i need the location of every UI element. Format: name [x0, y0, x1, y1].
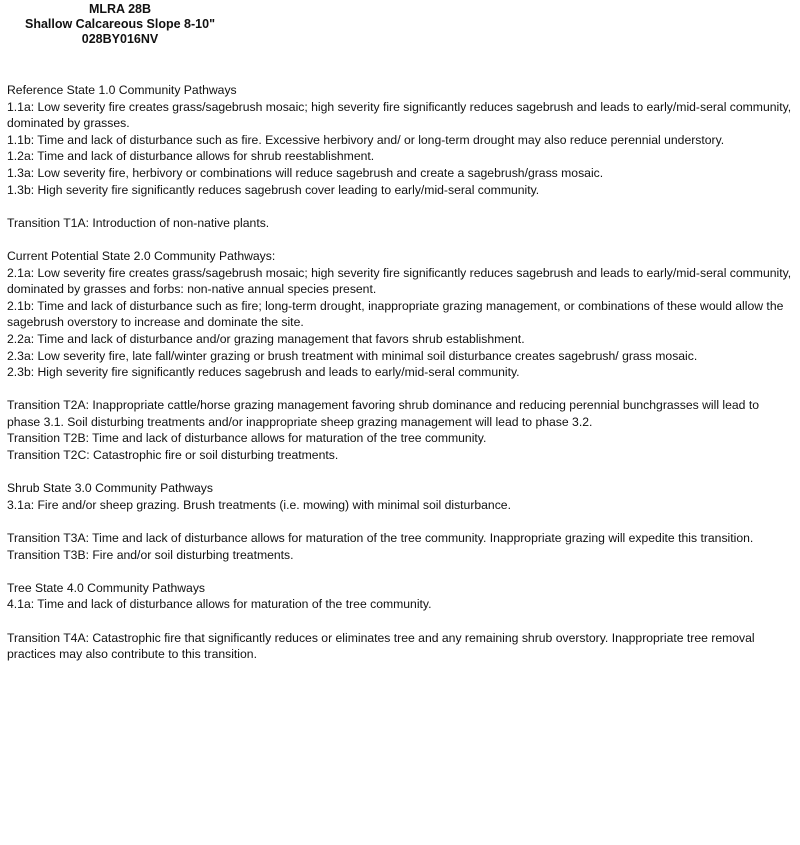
pathway-line: 2.3a: Low severity fire, late fall/winter grazing or brush treatment with minimal soil disturbance creates sagebrush/ grass mosaic.: [7, 348, 698, 363]
section-heading: Shrub State 3.0 Community Pathways: [7, 481, 213, 496]
document-header: [0, 2, 240, 47]
pathway-line: 1.3a: Low severity fire, herbivory or combinations will reduce sagebrush and create a sagebrush/grass mosaic.: [7, 165, 604, 180]
pathway-line: 2.3b: High severity fire significantly reduces sagebrush and leads to early/mid-seral community.: [7, 365, 520, 380]
site-name: Shallow Calcareous Slope 8-10": [24, 17, 216, 31]
transition-line: Transition T2A: Inappropriate cattle/horse grazing management favoring shrub dominance and reducing perennial bunchgrasses will lead to phase 3.1. Soil disturbing treatments and/or inappropriate sheep grazing management will lead to phase 3.2.: [7, 398, 760, 429]
section-transition-t2: [7, 397, 793, 463]
pathway-line: 2.1b: Time and lack of disturbance such as fire; long-term drought, inappropriate grazing management, or combinations of these would allow the sagebrush overstory to increase and dominate the site.: [7, 298, 784, 330]
pathway-line: 4.1a: Time and lack of disturbance allows for maturation of the tree community.: [7, 597, 432, 612]
section-heading: Current Potential State 2.0 Community Pathways:: [7, 248, 276, 263]
transition-line: Transition T4A: Catastrophic fire that significantly reduces or eliminates tree and any remaining shrub overstory. Inappropriate tree removal practices may also contribute to this transition.: [7, 630, 755, 662]
transition-line: Transition T2B: Time and lack of disturbance allows for maturation of the tree community.: [7, 431, 487, 446]
mlra-title: MLRA 28B: [88, 2, 152, 16]
transition-line: Transition T3A: Time and lack of disturbance allows for maturation of the tree community. Inappropriate grazing will expedite this transition.: [7, 531, 754, 546]
pathway-line: 1.1b: Time and lack of disturbance such as fire. Excessive herbivory and/ or long-term drought may also reduce perennial understory.: [7, 132, 725, 147]
pathway-line: 1.3b: High severity fire significantly reduces sagebrush cover leading to early/mid-seral community.: [7, 182, 540, 197]
section-tree-state: [7, 580, 793, 613]
pathway-line: 1.2a: Time and lack of disturbance allows for shrub reestablishment.: [7, 149, 375, 164]
transition-line: Transition T1A: Introduction of non-native plants.: [7, 215, 270, 230]
site-id: 028BY016NV: [81, 32, 159, 46]
pathway-line: 2.2a: Time and lack of disturbance and/or grazing management that favors shrub establishment.: [7, 331, 525, 346]
section-transition-t1: [7, 215, 793, 232]
section-heading: Tree State 4.0 Community Pathways: [7, 580, 206, 595]
pathway-line: 3.1a: Fire and/or sheep grazing. Brush treatments (i.e. mowing) with minimal soil disturbance.: [7, 497, 511, 512]
section-shrub-state: [7, 480, 793, 513]
transition-line: Transition T2C: Catastrophic fire or soil disturbing treatments.: [7, 448, 339, 463]
document-body: [7, 82, 793, 679]
transition-line: Transition T3B: Fire and/or soil disturbing treatments.: [7, 547, 294, 562]
section-transition-t3: [7, 530, 793, 563]
section-transition-t4: [7, 630, 793, 663]
section-reference-state: [7, 82, 793, 198]
section-current-potential-state: [7, 248, 793, 381]
section-heading: Reference State 1.0 Community Pathways: [7, 83, 237, 97]
pathway-line: 1.1a: Low severity fire creates grass/sagebrush mosaic; high severity fire significantly reduces sagebrush and leads to early/mid-seral community, dominated by grasses.: [7, 99, 792, 131]
pathway-line: 2.1a: Low severity fire creates grass/sagebrush mosaic; high severity fire significantly reduces sagebrush and leads to early/mid-seral community, dominated by grasses and forbs: non-native annual species present.: [7, 265, 792, 297]
